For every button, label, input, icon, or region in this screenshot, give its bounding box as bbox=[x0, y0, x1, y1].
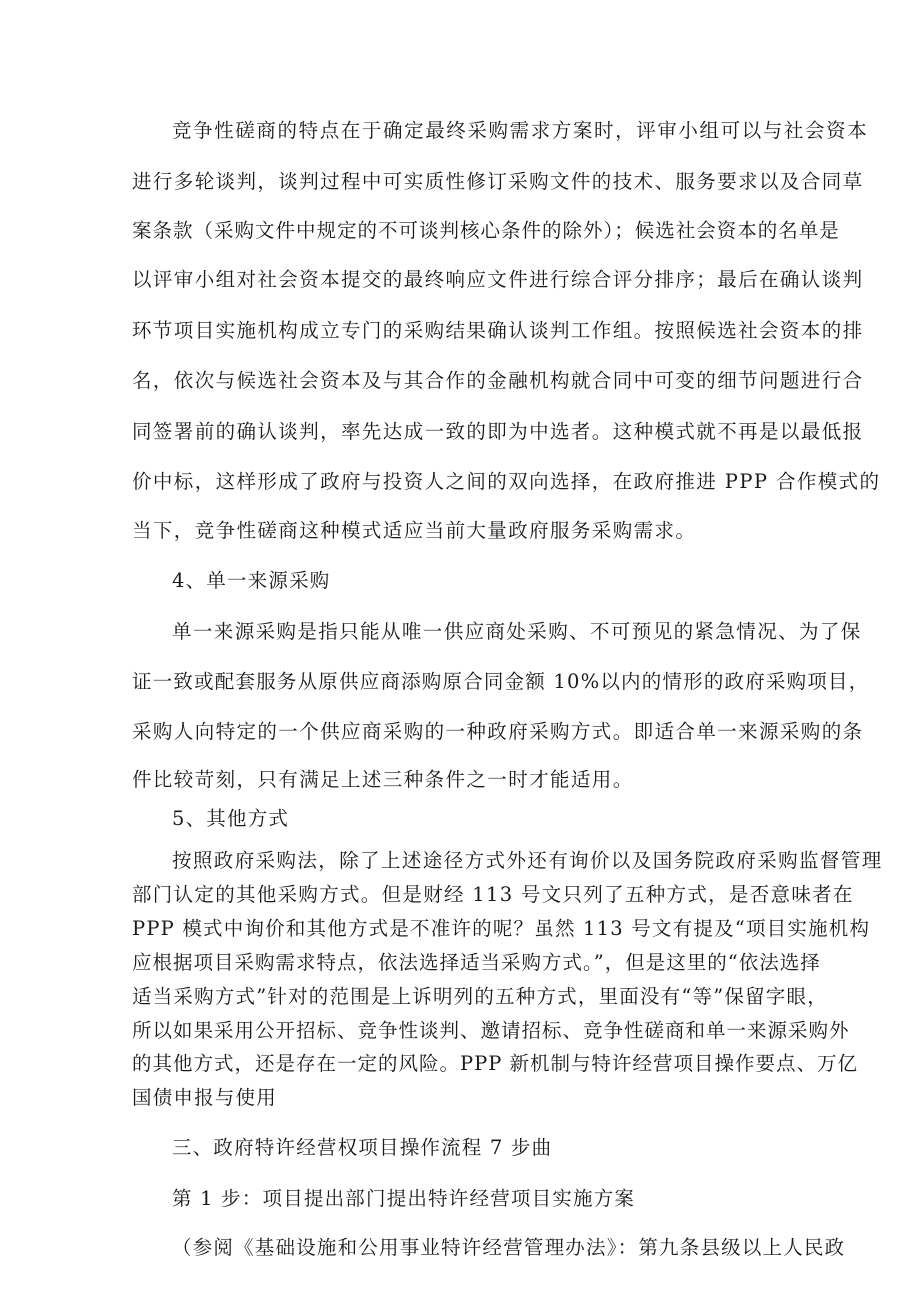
section-heading-franchise-process: 三、政府特许经营权项目操作流程 7 步曲 bbox=[172, 1136, 553, 1159]
paragraph-line: 所以如果采用公开招标、竞争性谈判、邀请招标、竞争性磋商和单一来源采购外 bbox=[132, 1019, 850, 1042]
paragraph-line: 适当采购方式”针对的范围是上诉明列的五种方式，里面没有“等”保留字眼， bbox=[132, 985, 828, 1008]
paragraph-line: 竞争性磋商的特点在于确定最终采购需求方案时，评审小组可以与社会资本 bbox=[172, 119, 869, 142]
paragraph-line: 名，依次与候选社会资本及与其合作的金融机构就合同中可变的细节问题进行合 bbox=[132, 369, 864, 392]
paragraph-line: PPP 模式中询价和其他方式是不准许的呢？虽然 113 号文有提及“项目实施机构 bbox=[132, 917, 871, 940]
paragraph-line: 采购人向特定的一个供应商采购的一种政府采购方式。即适合单一来源采购的条 bbox=[132, 720, 864, 743]
paragraph-line: 当下，竞争性磋商这种模式适应当前大量政府服务采购需求。 bbox=[132, 519, 697, 542]
paragraph-line: 证一致或配套服务从原供应商添购原合同金额 10%以内的情形的政府采购项目， bbox=[132, 670, 870, 693]
paragraph-line: 应根据项目采购需求特点，依法选择适当采购方式。”，但是这里的“依法选择 bbox=[132, 951, 821, 974]
paragraph-line: 价中标，这样形成了政府与投资人之间的双向选择，在政府推进 PPP 合作模式的 bbox=[132, 470, 881, 493]
paragraph-line: 件比较苛刻，只有满足上述三种条件之一时才能适用。 bbox=[132, 768, 634, 791]
paragraph-line: 同签署前的确认谈判，率先达成一致的即为中选者。这种模式就不再是以最低报 bbox=[132, 420, 864, 443]
reference-line: （参阅《基础设施和公用事业特许经营管理办法》：第九条县级以上人民政 bbox=[172, 1236, 846, 1259]
paragraph-line: 部门认定的其他采购方式。但是财经 113 号文只列了五种方式，是否意味者在 bbox=[132, 883, 854, 906]
paragraph-line: 以评审小组对社会资本提交的最终响应文件进行综合评分排序；最后在确认谈判 bbox=[132, 268, 864, 291]
section-heading-other-methods: 5、其他方式 bbox=[172, 807, 290, 830]
section-heading-single-source: 4、单一来源采购 bbox=[172, 569, 331, 592]
paragraph-line: 案条款（采购文件中规定的不可谈判核心条件的除外）；候选社会资本的名单是 bbox=[132, 219, 840, 242]
paragraph-line: 国债申报与使用 bbox=[132, 1086, 277, 1109]
paragraph-line: 的其他方式，还是存在一定的风险。PPP 新机制与特许经营项目操作要点、万亿 bbox=[132, 1052, 859, 1075]
paragraph-line: 环节项目实施机构成立专门的采购结果确认谈判工作组。按照候选社会资本的排 bbox=[132, 319, 864, 342]
paragraph-line: 按照政府采购法，除了上述途径方式外还有询价以及国务院政府采购监督管理 bbox=[172, 849, 883, 872]
paragraph-line: 单一来源采购是指只能从唯一供应商处采购、不可预见的紧急情况、为了保 bbox=[172, 620, 862, 643]
paragraph-line: 进行多轮谈判，谈判过程中可实质性修订采购文件的技术、服务要求以及合同草 bbox=[132, 170, 864, 193]
step-heading: 第 1 步：项目提出部门提出特许经营项目实施方案 bbox=[172, 1187, 636, 1210]
